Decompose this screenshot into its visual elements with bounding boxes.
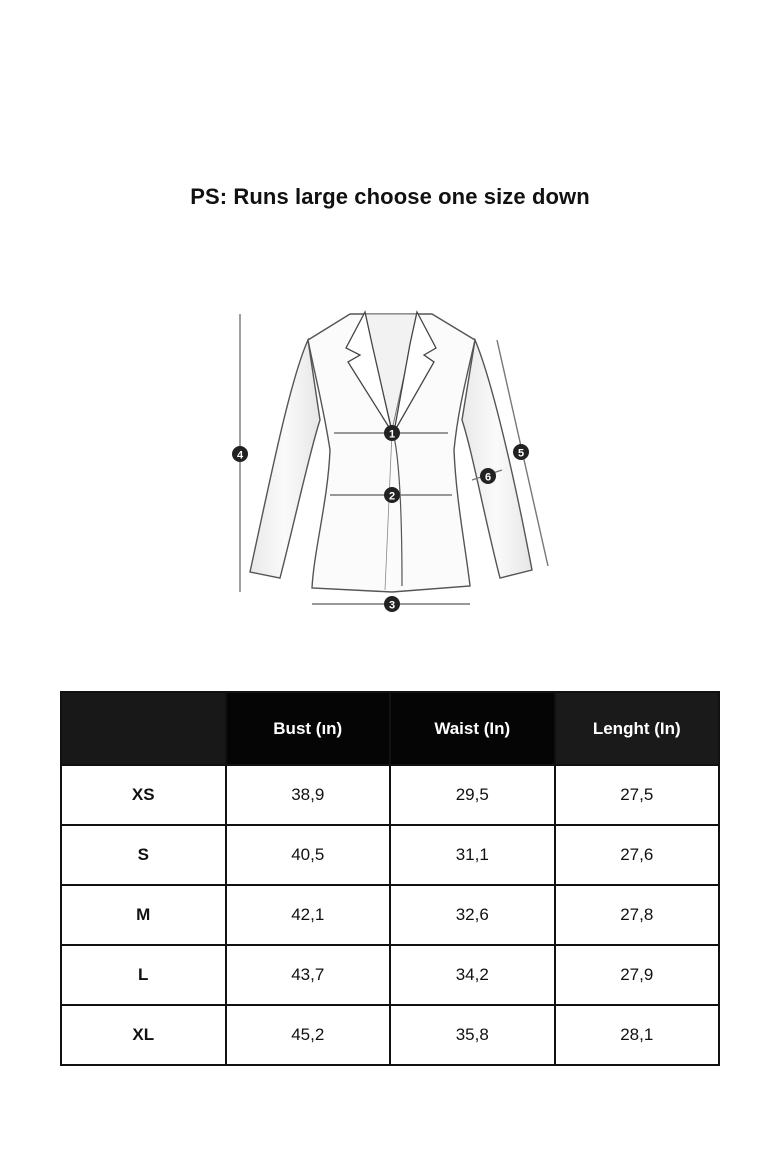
waist-cell: 34,2 xyxy=(390,945,555,1005)
table-row xyxy=(61,825,719,885)
size-chart-table xyxy=(60,691,720,1066)
marker-2 xyxy=(384,487,400,503)
bust-cell: 45,2 xyxy=(226,1005,391,1065)
length-cell: 27,8 xyxy=(555,885,720,945)
svg-text:2: 2 xyxy=(388,490,396,503)
marker-5 xyxy=(513,444,529,460)
svg-text:1: 1 xyxy=(388,428,396,441)
svg-text:5: 5 xyxy=(517,447,525,460)
marker-1 xyxy=(384,425,400,441)
header-bust: Bust (ın) xyxy=(226,692,391,765)
svg-text:6: 6 xyxy=(484,471,492,484)
header-waist: Waist (In) xyxy=(390,692,555,765)
size-cell: L xyxy=(61,945,226,1005)
header-size xyxy=(61,692,226,765)
length-cell: 28,1 xyxy=(555,1005,720,1065)
waist-cell: 29,5 xyxy=(390,765,555,825)
waist-cell: 35,8 xyxy=(390,1005,555,1065)
waist-cell: 31,1 xyxy=(390,825,555,885)
bust-cell: 43,7 xyxy=(226,945,391,1005)
length-cell: 27,6 xyxy=(555,825,720,885)
svg-text:3: 3 xyxy=(388,599,396,612)
marker-6 xyxy=(480,468,496,484)
size-cell: M xyxy=(61,885,226,945)
svg-text:4: 4 xyxy=(236,449,244,462)
bust-cell: 42,1 xyxy=(226,885,391,945)
marker-3 xyxy=(384,596,400,612)
size-cell: XS xyxy=(61,765,226,825)
table-row xyxy=(61,765,719,825)
waist-cell: 32,6 xyxy=(390,885,555,945)
length-cell: 27,9 xyxy=(555,945,720,1005)
header-length: Lenght (In) xyxy=(555,692,720,765)
table-row xyxy=(61,1005,719,1065)
size-cell: S xyxy=(61,825,226,885)
marker-4 xyxy=(232,446,248,462)
bust-cell: 38,9 xyxy=(226,765,391,825)
table-row xyxy=(61,945,719,1005)
table-row xyxy=(61,885,719,945)
jacket-sketch xyxy=(220,300,560,620)
bust-cell: 40,5 xyxy=(226,825,391,885)
size-cell: XL xyxy=(61,1005,226,1065)
size-note: PS: Runs large choose one size down xyxy=(190,184,590,209)
length-cell: 27,5 xyxy=(555,765,720,825)
table-header-row xyxy=(61,692,719,765)
left-sleeve xyxy=(250,340,320,578)
jacket-measurement-diagram xyxy=(220,300,560,620)
